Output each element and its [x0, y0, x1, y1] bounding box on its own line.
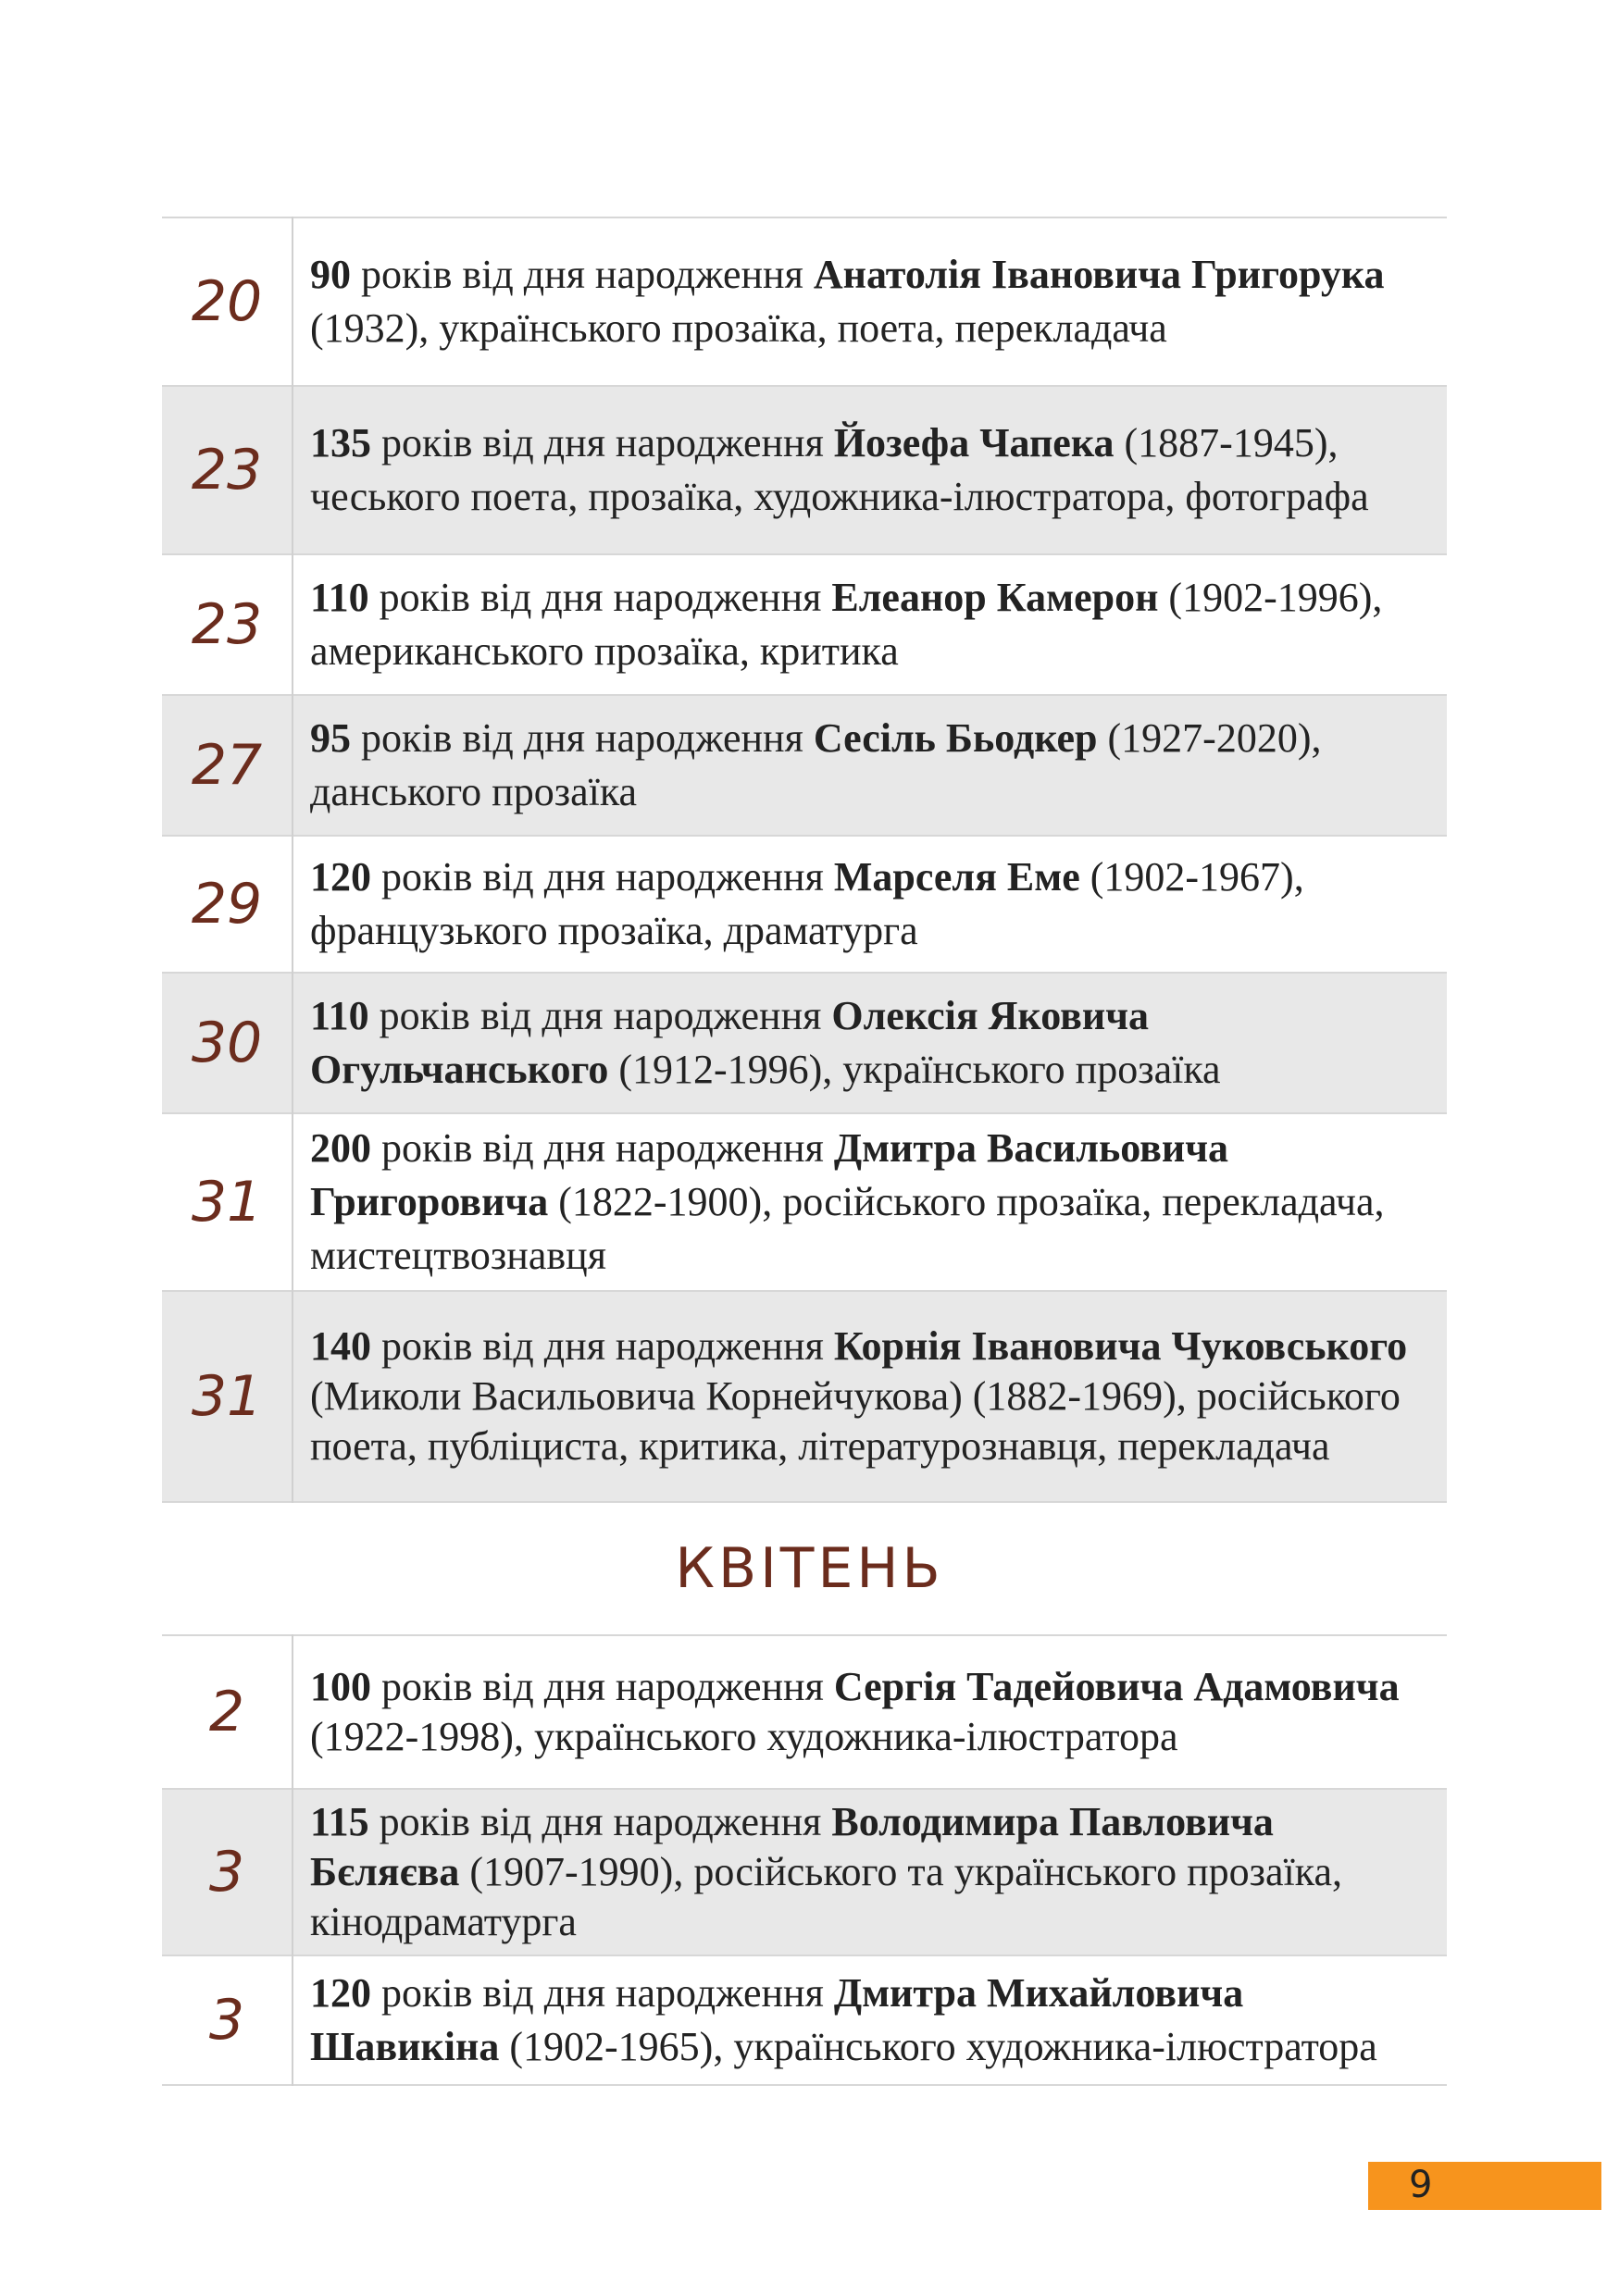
event-text: 120 років від дня народження Марселя Еме (1902-1967), французького прозаїка, драматурга: [310, 854, 1304, 953]
day-number: 23: [162, 386, 293, 554]
day-number: 3: [162, 1789, 293, 1955]
table-row: [162, 1789, 1447, 1955]
march-events-table: [162, 217, 1447, 1503]
day-number: 30: [162, 973, 293, 1113]
april-events-table: [162, 1634, 1447, 2086]
event-text: 90 років від дня народження Анатолія Івановича Григорука (1932), українського прозаїка, поета, перекладача: [310, 252, 1385, 351]
event-text: 110 років від дня народження Олексія Яковича Огульчанського (1912-1996), українського прозаїка: [310, 993, 1221, 1092]
day-number: 31: [162, 1291, 293, 1502]
table-row: [162, 386, 1447, 554]
event-text: 115 років від дня народження Володимира Павловича Бєляєва (1907-1990), російського та українського прозаїка, кінодраматурга: [310, 1799, 1343, 1944]
table-row: [162, 1955, 1447, 2085]
event-text: 135 років від дня народження Йозефа Чапека (1887-1945), чеського поета, прозаїка, художника-ілюстратора, фотографа: [310, 420, 1369, 519]
table-row: [162, 554, 1447, 695]
event-text: 95 років від дня народження Сесіль Бьодкер (1927-2020), данського прозаїка: [310, 715, 1322, 814]
event-text: 200 років від дня народження Дмитра Васильовича Григоровича (1822-1900), російського прозаїка, перекладача, мистецтвознавця: [310, 1125, 1385, 1278]
day-number: 27: [162, 695, 293, 836]
table-row: [162, 217, 1447, 386]
day-number: 3: [162, 1955, 293, 2085]
table-row: [162, 973, 1447, 1113]
day-number: 20: [162, 217, 293, 386]
month-heading: КВІТЕНЬ: [675, 1536, 944, 1601]
day-number: 23: [162, 554, 293, 695]
table-row: [162, 1635, 1447, 1789]
table-row: [162, 695, 1447, 836]
table-row: [162, 1113, 1447, 1291]
page-number: 9: [1409, 2164, 1433, 2206]
day-number: 2: [162, 1635, 293, 1789]
page-number-badge: [1368, 2162, 1601, 2210]
day-number: 31: [162, 1113, 293, 1291]
event-text: 140 років від дня народження Корнія Івановича Чуковського (Миколи Васильовича Корнейчукова) (1882-1969), російського поета, публіциста, критика, літературознавця, перекладача: [310, 1323, 1408, 1469]
event-text: 100 років від дня народження Сергія Тадейовича Адамовича (1922-1998), українського художника-ілюстратора: [310, 1664, 1400, 1759]
table-row: [162, 1291, 1447, 1502]
day-number: 29: [162, 836, 293, 973]
table-row: [162, 836, 1447, 973]
event-text: 110 років від дня народження Елеанор Камерон (1902-1996), американського прозаїка, критика: [310, 575, 1383, 674]
event-text: 120 років від дня народження Дмитра Михайловича Шавикіна (1902-1965), українського художника-ілюстратора: [310, 1970, 1377, 2069]
